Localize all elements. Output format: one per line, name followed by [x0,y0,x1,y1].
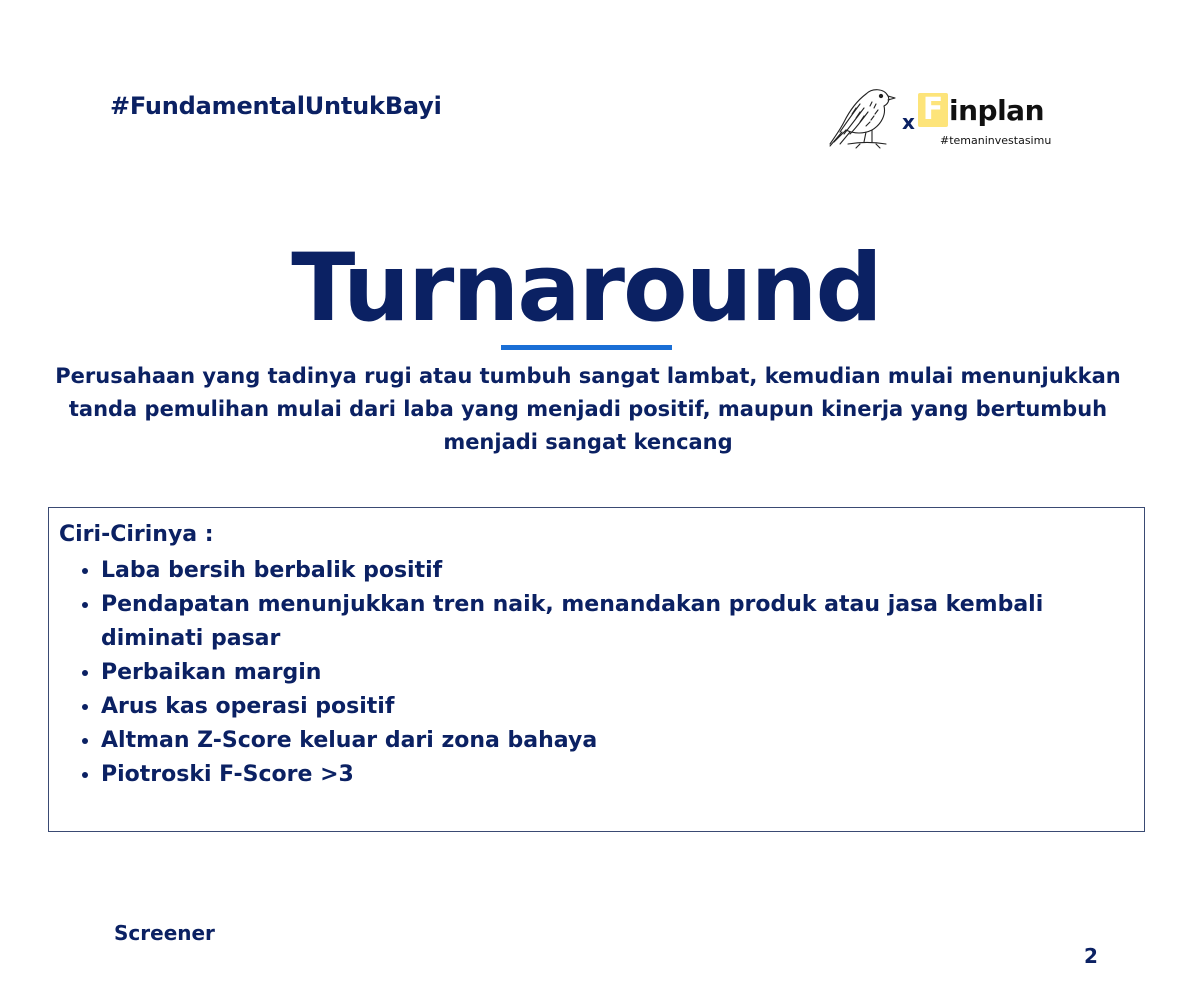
list-item: • Piotroski F-Score >3 [101,758,1131,792]
partner-logo [826,84,1066,154]
finplan-initial: F [918,93,948,127]
list-item: • Perbaikan margin [101,656,1131,690]
finplan-name: inplan [949,93,1044,127]
title-underline [501,345,672,350]
characteristics-list [59,554,1131,792]
logo-tagline: #temaninvestasimu [940,134,1052,147]
finplan-wordmark [918,90,1044,130]
list-item: • Altman Z-Score keluar dari zona bahaya [101,724,1131,758]
definition-text: Perusahaan yang tadinya rugi atau tumbuh sangat lambat, kemudian mulai menunjukkan tanda pemulihan mulai dari laba yang menjadi positif, maupun kinerja yang bertumbuh menjadi sangat kencang [55,364,1121,454]
page-title: Turnaround [291,234,881,343]
characteristics-box [48,507,1145,832]
logo-separator: x [902,110,915,134]
list-item: • Pendapatan menunjukkan tren naik, menandakan produk atau jasa kembali diminati pasar [101,588,1131,656]
hashtag-title: #FundamentalUntukBayi [110,92,442,120]
characteristics-heading: Ciri-Cirinya : [59,522,214,547]
bird-sketch-icon [826,84,900,150]
page-number: 2 [1084,944,1098,968]
list-item: • Laba bersih berbalik positif [101,554,1131,588]
list-item: • Arus kas operasi positif [101,690,1131,724]
footer-label: Screener [114,921,215,945]
